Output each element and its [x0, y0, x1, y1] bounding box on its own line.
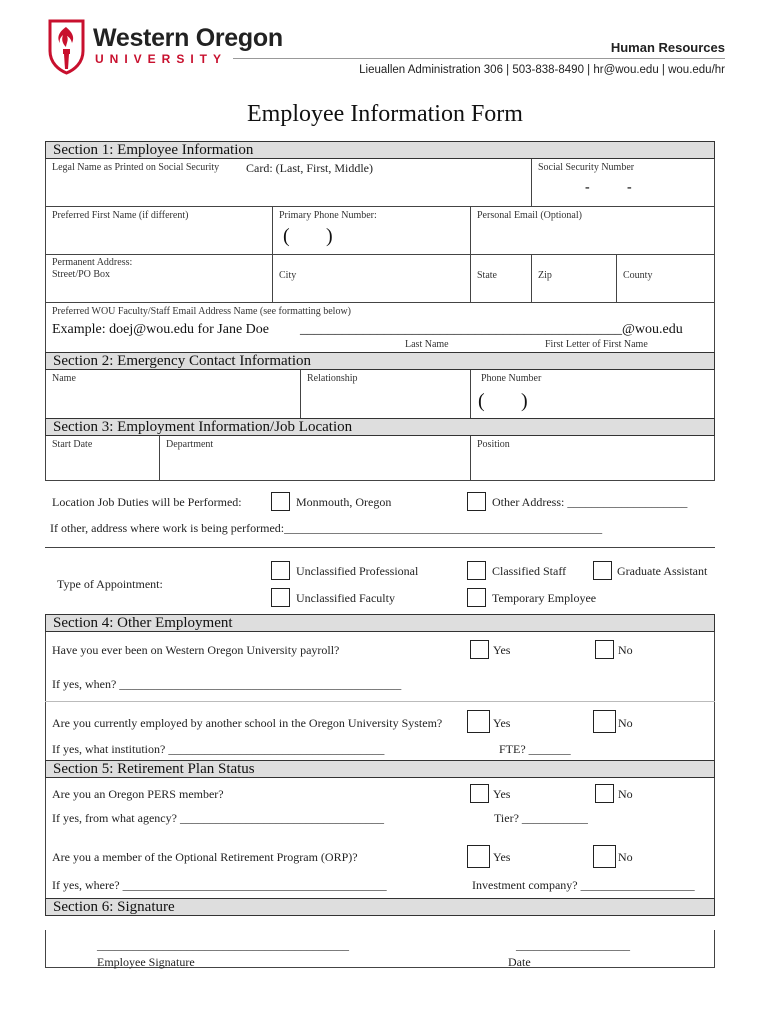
divider: [159, 436, 160, 481]
legal-name-label-large: Card: (Last, First, Middle): [246, 161, 373, 175]
other-address-field[interactable]: Other Address: ____________________: [492, 495, 688, 509]
investment-company-field[interactable]: Investment company? ___________________: [472, 878, 695, 892]
header-divider: [233, 58, 725, 59]
divider: [45, 302, 715, 303]
wou-email-label: Preferred WOU Faculty/Staff Email Address Name (see formatting below): [52, 306, 351, 317]
monmouth-label: Monmouth, Oregon: [296, 495, 392, 509]
pers-no-label: No: [618, 787, 633, 801]
unclassified-faculty-label: Unclassified Faculty: [296, 591, 395, 605]
divider: [616, 254, 617, 302]
divider: [470, 436, 471, 481]
legal-name-label-small: Legal Name as Printed on Social Security: [52, 162, 220, 173]
graduate-assistant-label: Graduate Assistant: [617, 564, 708, 578]
phone-paren-close: ): [521, 390, 528, 412]
department-name: Human Resources: [610, 40, 725, 55]
pers-question: Are you an Oregon PERS member?: [52, 787, 224, 801]
date-caption: Date: [508, 955, 531, 969]
unclassified-faculty-checkbox[interactable]: [271, 588, 290, 607]
phone-paren-close: ): [326, 225, 333, 247]
payroll-no-checkbox[interactable]: [595, 640, 614, 659]
divider: [45, 547, 715, 548]
fte-field[interactable]: FTE? _______: [499, 742, 571, 756]
payroll-yes-label: Yes: [493, 643, 511, 657]
divider: [300, 370, 301, 418]
classified-staff-label: Classified Staff: [492, 564, 567, 578]
pers-tier-field[interactable]: Tier? ___________: [494, 811, 588, 825]
classified-staff-checkbox[interactable]: [467, 561, 486, 580]
monmouth-checkbox[interactable]: [271, 492, 290, 511]
first-letter-caption: First Letter of First Name: [545, 339, 648, 350]
orp-where-field[interactable]: If yes, where? ____________________________________________: [52, 878, 387, 892]
pers-yes-checkbox[interactable]: [470, 784, 489, 803]
org-subtitle: UNIVERSITY: [95, 52, 228, 66]
divider: [45, 701, 715, 702]
email-example: Example: doej@wou.edu for Jane Doe: [52, 322, 269, 337]
section-4-header: Section 4: Other Employment: [45, 614, 715, 632]
county-label: County: [623, 270, 653, 281]
relationship-label: Relationship: [307, 373, 358, 384]
section-1-header: Section 1: Employee Information: [45, 141, 715, 159]
section-2-header: Section 2: Emergency Contact Information: [45, 352, 715, 370]
divider: [531, 254, 532, 302]
payroll-question: Have you ever been on Western Oregon University payroll?: [52, 643, 340, 657]
other-address-checkbox[interactable]: [467, 492, 486, 511]
permanent-address-label: Permanent Address:: [52, 257, 133, 268]
phone-paren-open: (: [478, 390, 485, 412]
department-contact: Lieuallen Administration 306 | 503-838-8490 | hr@wou.edu | wou.edu/hr: [359, 64, 725, 76]
personal-email-label: Personal Email (Optional): [477, 210, 582, 221]
pers-yes-label: Yes: [493, 787, 511, 801]
signature-caption: Employee Signature: [97, 955, 195, 969]
orp-yes-label: Yes: [493, 850, 511, 864]
if-other-address-field[interactable]: If other, address where work is being performed:_____________________________________________________: [50, 521, 603, 535]
institution-field[interactable]: If yes, what institution? ____________________________________: [52, 742, 385, 756]
divider: [45, 206, 715, 207]
primary-phone-label: Primary Phone Number:: [279, 210, 377, 221]
payroll-no-label: No: [618, 643, 633, 657]
org-name: Western Oregon: [93, 24, 283, 52]
orp-no-label: No: [618, 850, 633, 864]
section-6-header: Section 6: Signature: [45, 898, 715, 916]
section-3-frame: [45, 436, 715, 481]
city-label: City: [279, 270, 297, 281]
state-label: State: [477, 270, 497, 281]
pers-no-checkbox[interactable]: [595, 784, 614, 803]
divider: [45, 254, 715, 255]
ous-yes-checkbox[interactable]: [467, 710, 490, 733]
preferred-name-label: Preferred First Name (if different): [52, 210, 189, 221]
temporary-employee-label: Temporary Employee: [492, 591, 597, 605]
date-field[interactable]: ___________________: [516, 938, 630, 952]
location-label: Location Job Duties will be Performed:: [52, 495, 242, 509]
ous-no-label: No: [618, 716, 633, 730]
position-label: Position: [477, 439, 510, 450]
wou-email-field[interactable]: ______________________________________________@wou.edu: [300, 322, 683, 337]
ous-yes-label: Yes: [493, 716, 511, 730]
ssn-dash-1: -: [585, 180, 590, 195]
zip-label: Zip: [538, 270, 552, 281]
department-label: Department: [166, 439, 214, 450]
form-title: Employee Information Form: [247, 101, 523, 127]
university-logo: [44, 17, 89, 75]
unclassified-professional-checkbox[interactable]: [271, 561, 290, 580]
start-date-label: Start Date: [52, 439, 93, 450]
emergency-phone-label: Phone Number: [481, 373, 542, 384]
temporary-employee-checkbox[interactable]: [467, 588, 486, 607]
phone-paren-open: (: [283, 225, 290, 247]
graduate-assistant-checkbox[interactable]: [593, 561, 612, 580]
payroll-yes-checkbox[interactable]: [470, 640, 489, 659]
torch-flame-icon: [44, 17, 89, 75]
signature-field[interactable]: __________________________________________: [97, 938, 349, 952]
last-name-caption: Last Name: [405, 339, 449, 350]
divider: [531, 159, 532, 206]
section-3-header: Section 3: Employment Information/Job Location: [45, 418, 715, 436]
ous-no-checkbox[interactable]: [593, 710, 616, 733]
orp-no-checkbox[interactable]: [593, 845, 616, 868]
orp-yes-checkbox[interactable]: [467, 845, 490, 868]
ous-question: Are you currently employed by another school in the Oregon University System?: [52, 716, 443, 730]
section-2-frame: [45, 370, 715, 418]
appointment-type-label: Type of Appointment:: [57, 577, 163, 591]
street-label: Street/PO Box: [52, 269, 111, 280]
divider: [470, 370, 471, 418]
payroll-when-field[interactable]: If yes, when? _______________________________________________: [52, 677, 402, 691]
ssn-dash-2: -: [627, 180, 632, 195]
section-5-header: Section 5: Retirement Plan Status: [45, 760, 715, 778]
ssn-label: Social Security Number: [538, 162, 635, 173]
unclassified-professional-label: Unclassified Professional: [296, 564, 419, 578]
emergency-name-label: Name: [52, 373, 76, 384]
pers-agency-field[interactable]: If yes, from what agency? __________________________________: [52, 811, 384, 825]
orp-question: Are you a member of the Optional Retirement Program (ORP)?: [52, 850, 358, 864]
